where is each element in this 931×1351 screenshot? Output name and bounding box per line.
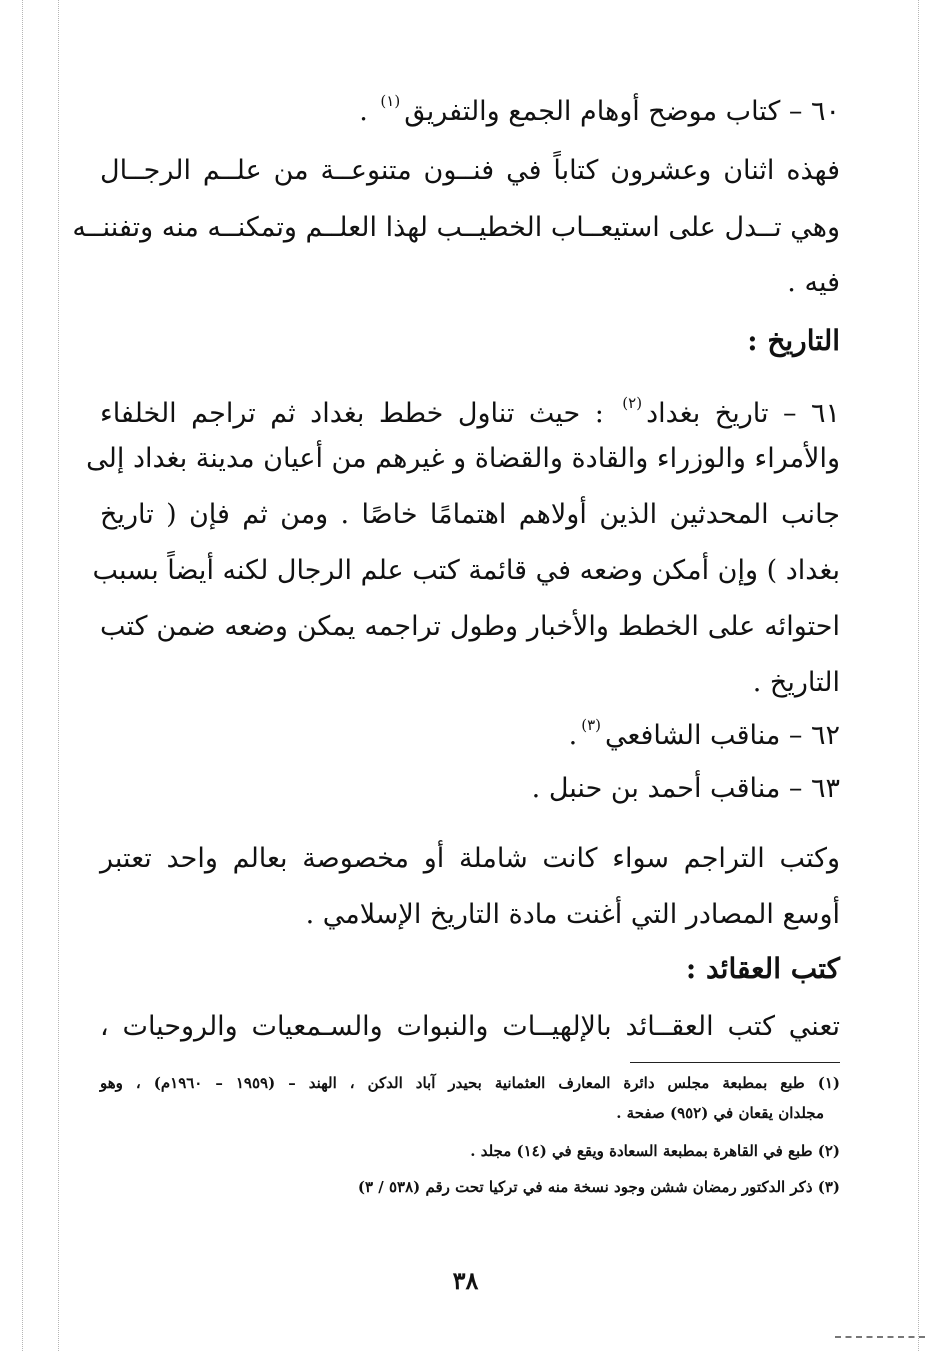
text-line: وكتب التراجم سواء كانت شاملة أو مخصوصة بعالم واحد تعتبر — [100, 843, 840, 874]
scan-margin-dots-left — [22, 0, 23, 1351]
text-line: تعني كتب العقــائد بالإلهيــات والنبوات والسـمعيات والروحيات ، — [100, 1011, 840, 1042]
page-number: ٣٨ — [452, 1266, 479, 1295]
text-line: احتوائه على الخطط والأخبار وطول تراجمه يمكن وضعه ضمن كتب — [100, 611, 840, 642]
text-line-60 — [359, 72, 840, 141]
footnote-ref-1: (١) — [380, 92, 401, 110]
text-line-63: ٦٣ – مناقب أحمد بن حنبل . — [531, 773, 840, 804]
section-heading-history: التاريخ : — [747, 324, 840, 357]
text-line: فيه . — [787, 267, 840, 298]
text-line: جانب المحدثين الذين أولاهم اهتمامًا خاصًا . ومن ثم فإن ( تاريخ — [100, 499, 840, 530]
item-61-title: ٦١ – تاريخ بغداد — [646, 398, 840, 429]
footnote-3: (٣) ذكر الدكتور رمضان ششن وجود نسخة منه في تركيا تحت رقم (٥٣٨ / ٣) — [357, 1178, 840, 1196]
scan-margin-dots-right — [918, 0, 919, 1351]
text-line-62 — [569, 696, 840, 765]
scan-edge-mark — [835, 1336, 925, 1338]
main-text — [72, 72, 840, 1052]
footnotes — [100, 1068, 840, 1218]
section-heading-creeds: كتب العقائد : — [685, 952, 840, 985]
item-62-text: ٦٢ – مناقب الشافعي — [605, 720, 840, 751]
item-60-period: . — [359, 96, 368, 127]
text-line: التاريخ . — [752, 667, 840, 698]
text-line: أوسع المصادر التي أغنت مادة التاريخ الإسلامي . — [305, 899, 840, 930]
item-60-text: ٦٠ – كتاب موضح أوهام الجمع والتفريق — [404, 96, 840, 127]
footnote-separator — [630, 1062, 840, 1063]
text-line: فهذه اثنان وعشرون كتاباً في فنــون متنوعــة من علــم الرجــال — [100, 155, 840, 186]
text-line: والأمراء والوزراء والقادة والقضاة و غيرهم من أعيان مدينة بغداد إلى — [86, 443, 840, 474]
item-62-period: . — [568, 720, 578, 751]
footnote-2: (٢) طبع في القاهرة بمطبعة السعادة ويقع في (١٤) مجلد . — [470, 1142, 840, 1160]
footnote-1-continued: مجلدان يقعان في (٩٥٢) صفحة . — [616, 1104, 824, 1122]
scan-margin-dots-left-inner — [58, 0, 59, 1351]
footnote-1: (١) طبع بمطبعة مجلس دائرة المعارف العثمانية بحيدر آباد الدكن ، الهند – (١٩٥٩ – ١٩٦٠م) ، وهو — [100, 1074, 840, 1092]
text-line: وهي تــدل على استيعــاب الخطيــب لهذا العلــم وتمكنــه منه وتفننــه — [72, 212, 840, 243]
footnote-ref-3: (٣) — [581, 716, 601, 734]
text-line: بغداد ) وإن أمكن وضعه في قائمة كتب علم الرجال لكنه أيضاً بسبب — [92, 555, 840, 586]
item-61-text: : حيث تناول خطط بغداد ثم تراجم الخلفاء — [100, 398, 604, 429]
footnote-ref-2: (٢) — [622, 394, 643, 412]
